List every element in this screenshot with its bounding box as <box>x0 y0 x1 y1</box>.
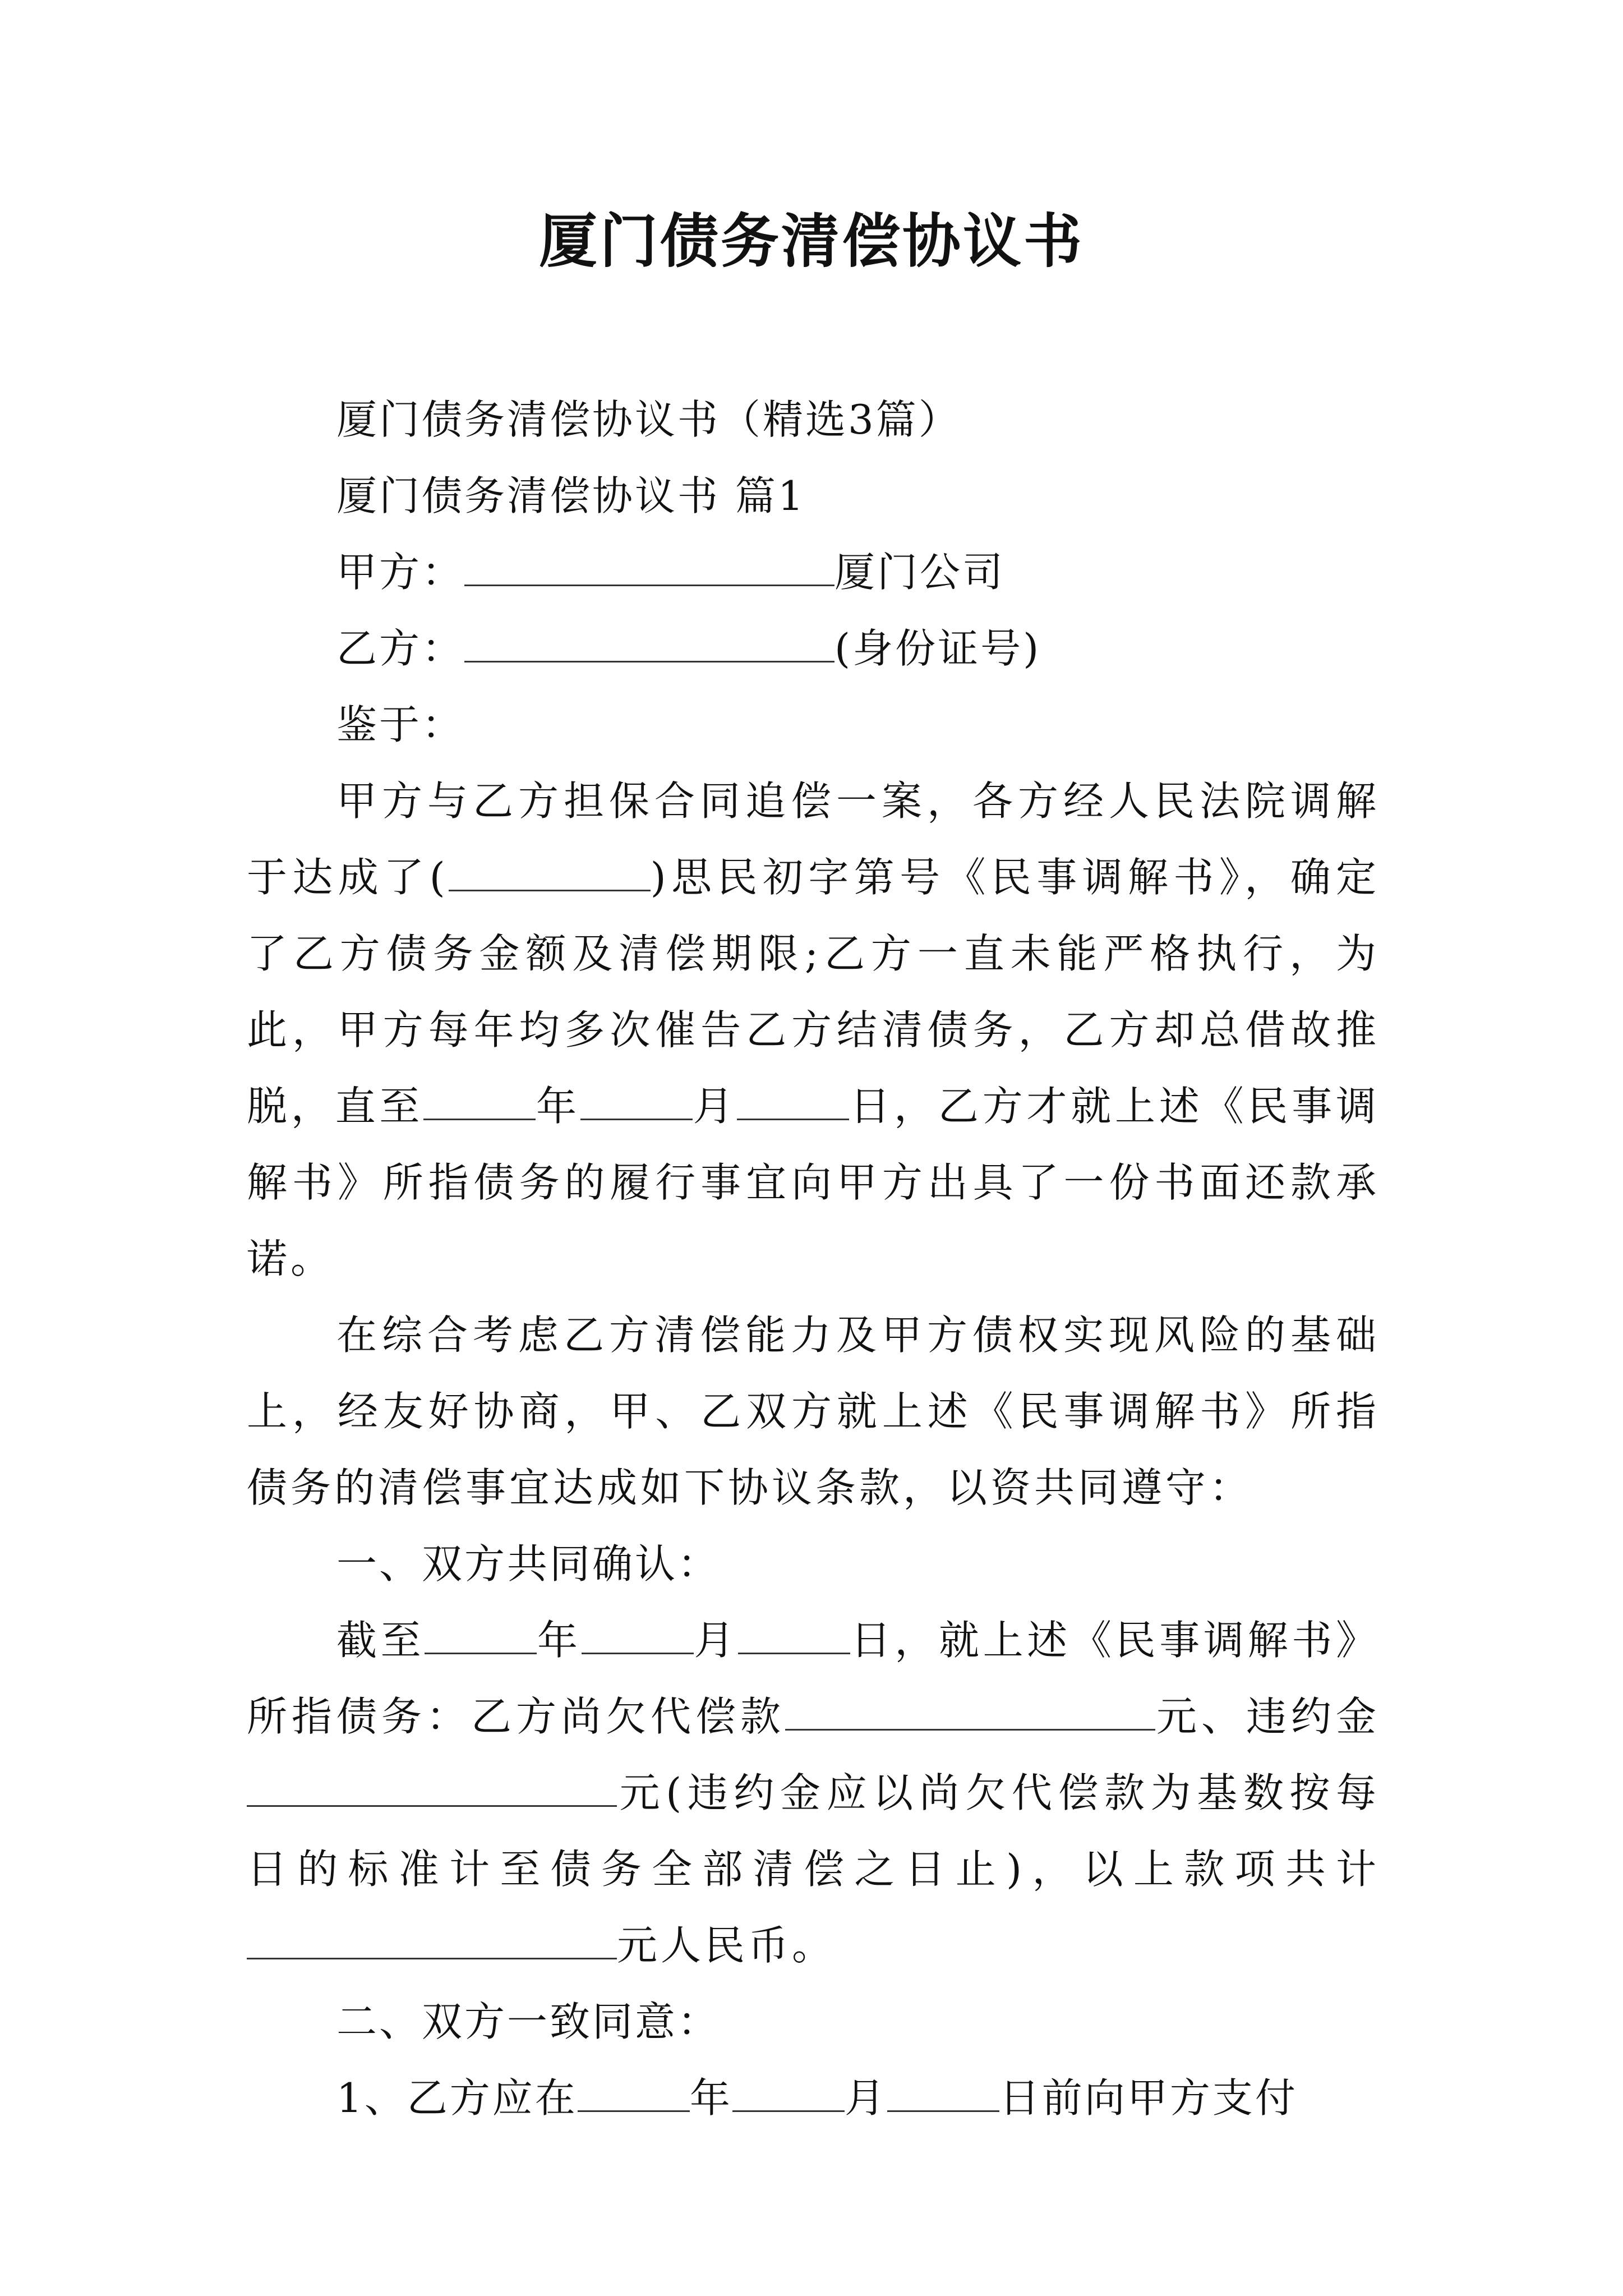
p1-year-blank <box>423 1083 536 1120</box>
party-b-line <box>247 610 1380 687</box>
penalty-amount-blank <box>247 1769 617 1807</box>
owed-amount-blank <box>785 1693 1155 1731</box>
item1-year-blank <box>578 2074 690 2112</box>
p3-text-d: 元(违约金应以尚欠代偿款为基数按每日的标准计至债务全部清偿之日止)，以上款项共计 <box>247 1769 1380 1893</box>
section-heading: 厦门债务清偿协议书 篇1 <box>336 472 806 519</box>
party-b-blank <box>464 625 834 662</box>
party-a-blank <box>464 549 834 586</box>
party-b-suffix: (身份证号) <box>834 625 1041 672</box>
p1-text-a: 甲方与乙方担保合同追偿一案，各方经人民法院调解于达成了( <box>247 777 1380 901</box>
p3-text-c: 元、违约金 <box>1155 1693 1380 1740</box>
subtitle: 厦门债务清偿协议书（精选3篇） <box>336 396 961 443</box>
p3-month-label: 月 <box>693 1617 738 1664</box>
item1-text-a: 1、乙方应在 <box>336 2074 578 2122</box>
party-a-suffix: 厦门公司 <box>834 549 1006 596</box>
item1-day-blank <box>887 2074 999 2112</box>
paragraph-3 <box>247 1602 1380 1984</box>
p3-year-label: 年 <box>537 1617 582 1664</box>
total-amount-blank <box>247 1922 617 1959</box>
item1-text-b: 日前向甲方支付 <box>999 2074 1298 2122</box>
p3-month-blank <box>582 1617 694 1654</box>
p3-day-blank <box>738 1617 850 1654</box>
case-year-blank <box>449 854 651 891</box>
document-body <box>247 381 1380 2136</box>
whereas-heading: 鉴于： <box>336 701 465 748</box>
item1-month-label: 月 <box>844 2074 887 2122</box>
item1-year-label: 年 <box>689 2074 732 2122</box>
p1-day-blank <box>737 1083 849 1120</box>
p3-year-blank <box>425 1617 537 1654</box>
item-1 <box>247 2060 1380 2136</box>
document-title: 厦门债务清偿协议书 <box>538 206 1084 275</box>
paragraph-2: 在综合考虑乙方清偿能力及甲方债权实现风险的基础上，经友好协商，甲、乙双方就上述《民事调解书》所指债务的清偿事宜达成如下协议条款，以资共同遵守： <box>247 1312 1380 1511</box>
p3-text-b: 日，就上述《民事调解书》所指债务：乙方尚欠代偿款 <box>247 1617 1380 1740</box>
p3-text-e: 元人民币。 <box>617 1922 836 1969</box>
p3-text-a: 截至 <box>336 1617 425 1664</box>
paragraph-1 <box>247 763 1380 1297</box>
heading-1: 一、双方共同确认： <box>336 1540 721 1588</box>
p1-text-b: )思民初字第号《民事调解书》，确定了乙方债务金额及清偿期限;乙方一直未能严格执行，为此，甲方每年均多次催告乙方结清债务，乙方却总借故推脱，直至 <box>247 854 1380 1130</box>
item1-month-blank <box>732 2074 845 2112</box>
heading-2: 二、双方一致同意： <box>336 1998 721 2045</box>
p1-text-c: 日，乙方才就上述《民事调解书》所指债务的履行事宜向甲方出具了一份书面还款承诺。 <box>247 1083 1380 1282</box>
party-a-line <box>247 534 1380 610</box>
p1-year-label: 年 <box>536 1083 580 1130</box>
party-a-label: 甲方： <box>336 549 465 596</box>
party-b-label: 乙方： <box>336 625 465 672</box>
p1-month-blank <box>580 1083 693 1120</box>
p1-month-label: 月 <box>692 1083 737 1130</box>
